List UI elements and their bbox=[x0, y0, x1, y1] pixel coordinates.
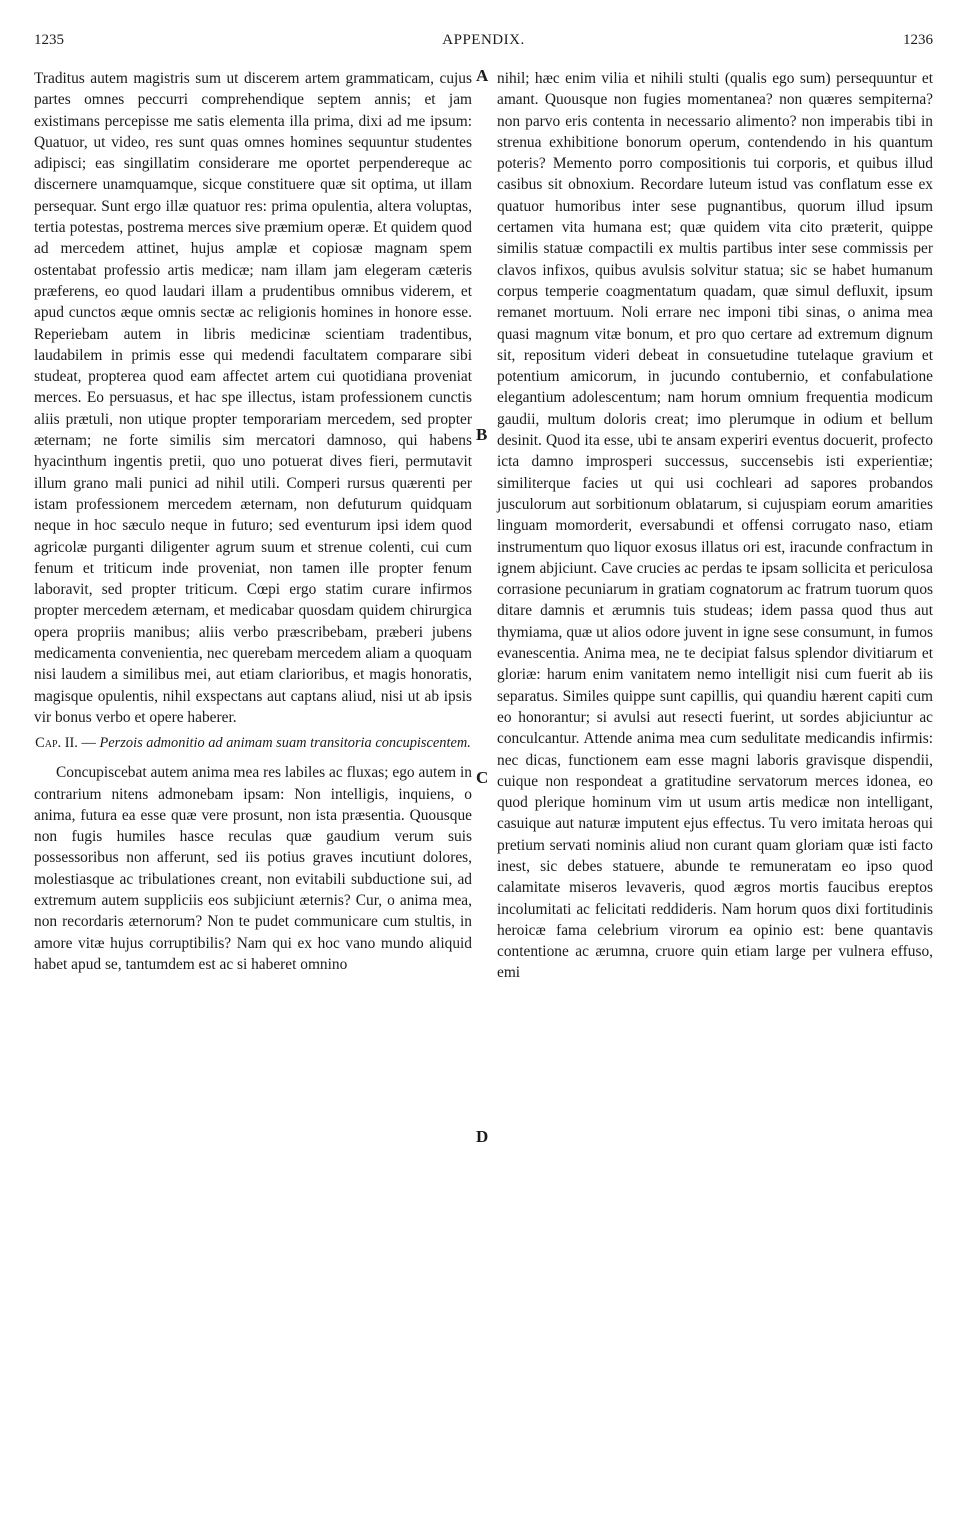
chapter-title: Perzois admonitio ad animam suam transitoria concupiscentem. bbox=[99, 735, 471, 752]
left-paragraph-2: Concupiscebat autem anima mea res labiles ac fluxas; ego autem in contrarium nitens admonebam ipsam: Non intelligis, inquiens, o anima, futura ea esse quæ vere prosunt, non ista præsentia. Quousque non fugis humiles hasce reculas quæ gaudium verum suis possessoribus non afferunt, sed iis potius graves incutiunt dolores, molestiasque ac tribulationes creant, non evitabili subductione sui, ad extremum autem suppliciis eos subjiciunt æternis? Cur, o anima mea, non recordaris æternorum? Non te pudet communicare cum stultis, in amore vitæ hujus corruptibilis? Nam qui ex hoc vano mundo aliquid habet apud se, tantumdem est ac si haberet omnino bbox=[34, 764, 472, 973]
left-column bbox=[34, 68, 472, 975]
section-marker-d: D bbox=[476, 1127, 489, 1146]
section-marker-a: A bbox=[476, 66, 489, 85]
right-column bbox=[497, 68, 933, 984]
chapter-label: Cap. II. — bbox=[35, 735, 96, 752]
left-page-number: 1235 bbox=[34, 32, 64, 48]
section-marker-c: C bbox=[476, 768, 489, 787]
chapter-heading bbox=[34, 734, 472, 752]
page-title: APPENDIX. bbox=[442, 32, 525, 48]
section-marker-b: B bbox=[476, 425, 488, 444]
left-paragraph-1: Traditus autem magistris sum ut discerem artem grammaticam, cujus partes omnes peccurri comprehendique septem annis; et jam existimans percepisse me satis elementa illa prima, dixi ad me ipsum: Quatuor, ut video, res sunt quas omnes homines sequuntur studentes adipisci; eas singillatim considerare me oportet perpendereque ac discernere unamquamque, sicque constituere quæ sit optima, ut illam persequar. Sunt ergo illæ quatuor res: prima opulentia, altera voluptas, tertia potestas, postrema merces sive præmium operæ. Et quidem quod ad mercedem attinet, hujus amplæ et copiosæ magnam spem ostentabat professio artis medicæ; nam illam jam elegeram cæteris præferens, eo quod laudari illam a prudentibus omnibus viderem, et apud cunctos æque omnis sectæ ac religionis homines in honore esse. Reperiebam autem in libris medicinæ scientiam tradentibus, laudabilem in primis esse qui medendi facultatem comparare sibi studeat, propterea quod eam affectet artem cui quotidiana proveniat merces. Eo persuasus, et hac spe illectus, istam professionem cunctis aliis prætuli, non utique propter temporariam mercedem, sed propter æternam; ne forte similis sim mercatori damnoso, qui habens hyacinthum ingentis pretii, quo uno potuerat dives fieri, permutavit illum grano mali punici ad nihil utili. Comperi rursus quærenti per istam professionem mercedem æternam, non defuturum quidquam neque in hoc sæculo neque in futuro; sed eventurum ipsi idem quod agricolæ purganti diligenter agrum suum et strenue colenti, cui cum fenum et triticum inde proveniat, non tamen ille propter fenum laboravit, sed propter triticum. Cœpi ergo statim curare infirmos propter mercedem æternam, et medicabar quosdam quidem chirurgica opera propriis manibus; aliis verbo præscribebam, præberi jubens medicamenta convenientia, nec querebam mercedem aliam a quoquam nisi laudem a similibus mei, aut etiam clarioribus, et magis honoratis, magisque opulentis, nihil exspectans aut captans aliud, nisi ut ab ipsis vir bonus verbo et opere haberer. bbox=[34, 70, 472, 726]
right-paragraph-1: nihil; hæc enim vilia et nihili stulti (qualis ego sum) persequuntur et amant. Quousque non fugies momentanea? non quæres sempiterna? non parvo eris contenta in necessario alimento? non imperabis tibi in strenua exhibitione bonorum operum, contendendo in his quantum poteris? Memento porro compositionis tui corporis, et quibus illud casibus sit obnoxium. Recordare luteum istud vas conflatum esse ex quatuor humoribus inter sese pugnantibus, quorum illud ipsum certamen vita humana est; quæ quidem vita cito præterit, quippe similis statuæ compactili ex multis partibus inter sese commissis per clavos infixos, quibus avulsis solvitur statua; sic se habet humanum corpus temperie coagmentatum quadam, quæ simul defluxit, ipsum remanet mortuum. Noli errare nec imponi tibi sinas, o anima mea quasi magnum vitæ bonum, et pro quo certare ad extremum dignum sit, repositum videri debeat in consuetudine tutelaque gravium et potentium amicorum, in jucundo contubernio, et confabulatione elegantium adolescentum; nam horum omnium frequentia modicum gaudii, multum doloris creat; imo plerumque in odium et bellum desinit. Quod ita esse, ubi te ansam experiri eventus docuerit, profecto icta damno improsperi successus, succensebis isti experientiæ; similiterque facies ut qui usi cochleari ad sapores probandos jusculorum aut sorbitionum oblatarum, si cujuspiam eorum amarities linguam momorderit, eversabundi et offensi corrugato naso, etiam instrumentum quo liquor exosus illatus ori est, iracunde confractum in ignem abjiciunt. Cave crucies ac perdas te ipsam sollicita et periculosa corrasione pecuniarum in gratiam cognatorum ac fratrum tuorum quos ditare damnis et ærumnis tuis studeas; idem passa quod thus aut thymiama, quæ ut alios odore juvent in igne sese consumunt, in fumos evanescentia. Anima mea, ne te decipiat falsus splendor divitiarum et gloriæ: harum enim vanitatem nemo intelligit nisi cum fuerit ab iis separatus. Similes quippe sunt capillis, qui quandiu hærent capiti cum eo honorantur; si avulsi aut resecti fuerint, ut sordes abjiciuntur ac conculcantur. Attende anima mea cum sedulitate medicandis infirmis: nec dicas, functionem eam esse magni laboris gravisque dispendii, cuique non respondeat a gratitudine servatorum merces idonea, eo quod plerique hominum vim ut usum artis medicæ non intelligant, casuique aut naturæ imputent ejus effectus. Tu vero imitata heroas qui pretium servati nominis aliud non curant quam gloriam quæ isti facto inest, sic debes statuere, abunde te remuneratam eo ipso quod calamitate miseros levaveris, quod ægros mortis faucibus ereptos incolumitati ac felicitati reddideris. Nam horum quos dixi fortitudinis heroicæ fama celebrium virorum ea opinio est: bene quantavis contentione ac ærumna, cruore quin etiam large per vulnera effuso, emi bbox=[497, 70, 933, 982]
right-page-number: 1236 bbox=[903, 32, 933, 48]
running-head bbox=[34, 32, 933, 54]
